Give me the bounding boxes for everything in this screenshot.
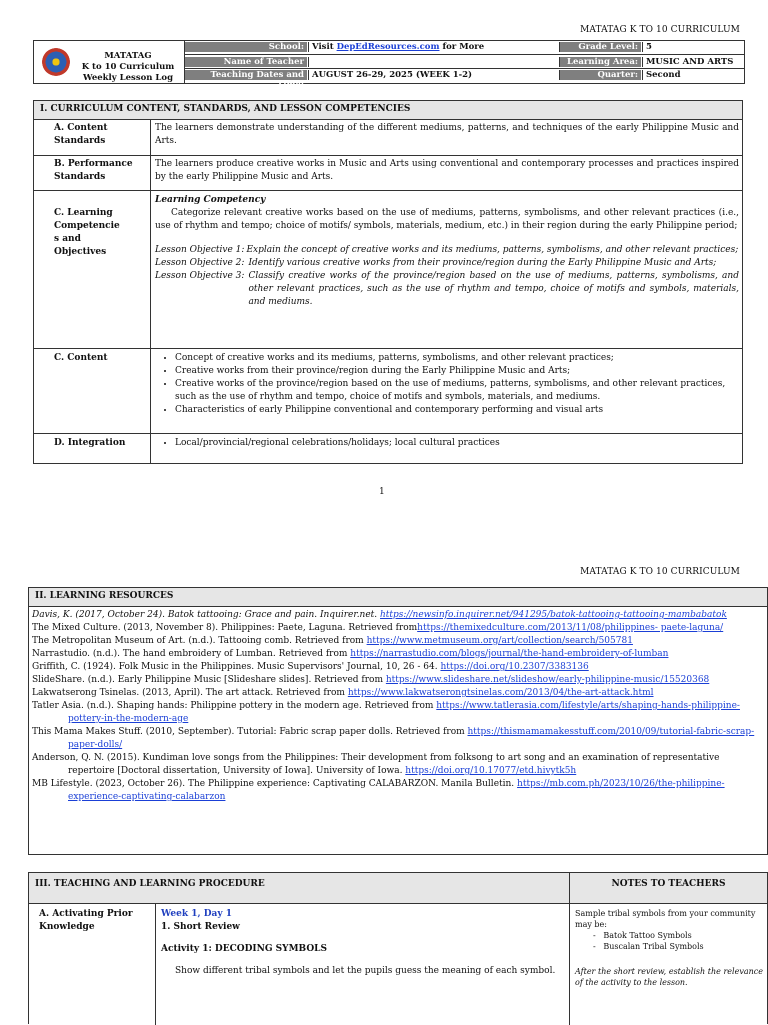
logo-line-2: K to 10 Curriculum bbox=[81, 62, 175, 72]
notes-title: NOTES TO TEACHERS bbox=[570, 873, 767, 903]
logo-text bbox=[72, 51, 184, 84]
content-standards-text: The learners demonstrate understanding of the different mediums, patterns, and techniques of the early Philippine Music and Arts. bbox=[155, 123, 739, 146]
notes-content bbox=[575, 908, 763, 988]
learning-competency-heading: Learning Competency bbox=[155, 195, 266, 205]
quarter-value: Second bbox=[642, 70, 744, 80]
reference-item: Tatler Asia. (n.d.). Shaping hands: Philippine pottery in the modern age. Retrieved from https://www.tatlerasia.com/lifestyle/arts/shaping-hands-philippine-pottery-in-the-modern-age bbox=[32, 701, 740, 724]
reference-link[interactable]: https://newsinfo.inquirer.net/941295/batok-tattooing-tattooing-mambabatok bbox=[380, 610, 727, 620]
reference-item: Anderson, Q. N. (2015). Kundiman love songs from the Philippines: Their development from folksong to art song and an examination of representative repertoire [Doctoral dissertation, University of Iowa]. University of Iowa. https://doi.org/10.17077/etd.hivytk5h bbox=[32, 753, 720, 776]
reference-item: The Mixed Culture. (2013, November 8). Philippines: Paete, Laguna. Retrieved fromhttps://themixedculture.com/2013/11/08/philippines- paete-laguna/ bbox=[32, 623, 724, 633]
reference-item: Lakwatserong Tsinelas. (2013, April). The art attack. Retrieved from https://www.lakwatserongtsinelas.com/2013/04/the-art-attack.html bbox=[32, 688, 654, 698]
lesson-objective-3: Lesson Objective 3: Classify creative works of the province/region based on the use of mediums, patterns, symbolisms, and other relevant practices, such as the use of rhythm and tempo, choice of motifs and symbols, materials, and mediums. bbox=[155, 271, 739, 307]
logo-line-1: MATATAG bbox=[104, 51, 152, 61]
curriculum-table bbox=[33, 100, 743, 464]
grade-label: Grade Level: bbox=[559, 42, 641, 52]
lesson-log-header bbox=[33, 40, 745, 90]
procedure-table bbox=[28, 872, 768, 1024]
lesson-objective-1: Lesson Objective 1: Explain the concept of creative works and its mediums, patterns, symbolisms, and other relevant practices; bbox=[155, 245, 739, 255]
teacher-label: Name of Teacher bbox=[185, 57, 307, 67]
content-item-1: • Concept of creative works and its mediums, patterns, symbolisms, and other relevant practices; bbox=[175, 352, 739, 365]
reference-link[interactable]: https://www.metmuseum.org/art/collection/search/505781 bbox=[366, 636, 633, 646]
content-label: C. Content bbox=[54, 353, 108, 363]
content-item-4: • Characteristics of early Philippine conventional and contemporary performing and visual arts bbox=[175, 404, 739, 417]
curriculum-header: MATATAG K TO 10 CURRICULUM bbox=[580, 25, 740, 35]
short-review: 1. Short Review bbox=[161, 922, 240, 932]
reference-item: The Metropolitan Museum of Art. (n.d.). Tattooing comb. Retrieved from https://www.metmuseum.org/art/collection/search/505781 bbox=[32, 636, 633, 646]
learning-competencies-label: C. Learning Competencie s and Objectives bbox=[54, 208, 120, 257]
grade-value: 5 bbox=[642, 42, 744, 52]
learning-competency-block bbox=[155, 194, 739, 309]
reference-item: Griffith, C. (1924). Folk Music in the Philippines. Music Supervisors' Journal, 10, 26 - 64. https://doi.org/10.2307/3383136 bbox=[32, 662, 589, 672]
school-label: School: bbox=[185, 42, 307, 52]
content-list bbox=[155, 352, 739, 417]
learning-resources-table bbox=[28, 587, 768, 855]
reference-link[interactable]: https://www.slideshare.net/slideshow/early-philippine-music/15520368 bbox=[385, 675, 710, 685]
notes-item-2: - Buscalan Tribal Symbols bbox=[593, 942, 704, 951]
content-standards-label: A. Content Standards bbox=[54, 123, 108, 146]
area-value: MUSIC AND ARTS bbox=[642, 57, 744, 67]
logo-line-3: Weekly Lesson Log bbox=[82, 73, 174, 83]
activating-prior-knowledge-label: A. Activating Prior Knowledge bbox=[39, 909, 133, 932]
section-3-title: III. TEACHING AND LEARNING PROCEDURE bbox=[29, 873, 569, 903]
section-1-title: I. CURRICULUM CONTENT, STANDARDS, AND LESSON COMPETENCIES bbox=[34, 101, 742, 119]
week-day: Week 1, Day 1 bbox=[161, 909, 232, 919]
quarter-label: Quarter: bbox=[559, 70, 641, 80]
dates-value: AUGUST 26-29, 2025 (WEEK 1-2) bbox=[308, 70, 558, 80]
content-item-3: • Creative works of the province/region based on the use of mediums, patterns, symbolisms, and other relevant practices, such as the use of rhythm and tempo, choice of motifs and symbols, materials, and mediums. bbox=[175, 378, 739, 404]
activity-title: Activity 1: DECODING SYMBOLS bbox=[161, 944, 327, 954]
reference-item: This Mama Makes Stuff. (2010, September). Tutorial: Fabric scrap paper dolls. Retrieved from https://thismamamakesstuff.com/2010/09/tutorial-fabric-scrap-paper-dolls/ bbox=[32, 727, 755, 750]
reference-item: Davis, K. (2017, October 24). Batok tattooing: Grace and pain. Inquirer.net. https://newsinfo.inquirer.net/941295/batok-tattooing-tattooing-mambabatok bbox=[32, 610, 727, 620]
reference-item: MB Lifestyle. (2023, October 26). The Philippine experience: Captivating CALABARZON. Manila Bulletin. https://mb.com.ph/2023/10/26/the-philippine-experience-captivating-calabarzon bbox=[32, 779, 725, 802]
integration-label: D. Integration bbox=[54, 438, 126, 448]
teacher-value bbox=[308, 57, 558, 67]
curriculum-header-page-2: MATATAG K TO 10 CURRICULUM bbox=[580, 567, 740, 577]
reference-list bbox=[32, 609, 766, 804]
performance-standards-label: B. Performance Standards bbox=[54, 159, 133, 182]
school-value: Visit DepEdResources.com for More bbox=[308, 42, 558, 52]
reference-link[interactable]: https://www.lakwatserongtsinelas.com/2013/04/the-art-attack.html bbox=[347, 688, 654, 698]
deped-seal-icon bbox=[42, 48, 70, 76]
school-link[interactable]: DepEdResources.com bbox=[336, 42, 440, 52]
reference-link[interactable]: https://doi.org/10.2307/3383136 bbox=[440, 662, 589, 672]
content-item-2: • Creative works from their province/region during the Early Philippine Music and Arts; bbox=[175, 365, 739, 378]
procedure-content bbox=[161, 908, 563, 978]
dates-label: Teaching Dates and Time: bbox=[185, 70, 307, 80]
reference-link[interactable]: https://www.tatlerasia.com/lifestyle/arts/shaping-hands-philippine-pottery-in-the-modern-age bbox=[68, 701, 740, 724]
page-number: 1 bbox=[379, 487, 385, 497]
reference-link[interactable]: https://doi.org/10.17077/etd.hivytk5h bbox=[405, 766, 577, 776]
area-label: Learning Area: bbox=[559, 57, 641, 67]
integration-item-1: • Local/provincial/regional celebrations/holidays; local cultural practices bbox=[175, 437, 739, 450]
reference-item: Narrastudio. (n.d.). The hand embroidery of Lumban. Retrieved from https://narrastudio.com/blogs/journal/the-hand-embroidery-of-lumban bbox=[32, 649, 669, 659]
lesson-objective-2: Lesson Objective 2: Identify various creative works from their province/region during the Early Philippine Music and Arts; bbox=[155, 258, 717, 268]
notes-intro: Sample tribal symbols from your community may be: bbox=[575, 909, 756, 929]
notes-item-1: - Batok Tattoo Symbols bbox=[593, 931, 692, 940]
integration-list bbox=[155, 437, 739, 450]
reference-link[interactable]: https://narrastudio.com/blogs/journal/the-hand-embroidery-of-lumban bbox=[350, 649, 669, 659]
activity-text: Show different tribal symbols and let the pupils guess the meaning of each symbol. bbox=[175, 966, 556, 976]
logo-cell bbox=[34, 41, 185, 83]
section-2-title: II. LEARNING RESOURCES bbox=[29, 588, 767, 606]
performance-standards-text: The learners produce creative works in Music and Arts using conventional and contemporary processes and practices inspired by the early Philippine Music and Arts. bbox=[155, 159, 739, 182]
notes-after: After the short review, establish the relevance of the activity to the lesson. bbox=[575, 967, 763, 987]
reference-item: SlideShare. (n.d.). Early Philippine Music [Slideshare slides]. Retrieved from https://www.slideshare.net/slideshow/early-philippine-music/15520368 bbox=[32, 675, 710, 685]
reference-link[interactable]: https://thismamamakesstuff.com/2010/09/tutorial-fabric-scrap-paper-dolls/ bbox=[68, 727, 755, 750]
reference-link[interactable]: https://mb.com.ph/2023/10/26/the-philippine-experience-captivating-calabarzon bbox=[68, 779, 725, 802]
learning-competency-text: Categorize relevant creative works based on the use of mediums, patterns, symbolisms, and other relevant practices (i.e., use of rhythm and tempo; choice of motifs/ symbols, materials, medium, etc.) in their region during the early Philippine period; bbox=[155, 208, 739, 231]
reference-link[interactable]: https://themixedculture.com/2013/11/08/philippines- paete-laguna/ bbox=[417, 623, 724, 633]
